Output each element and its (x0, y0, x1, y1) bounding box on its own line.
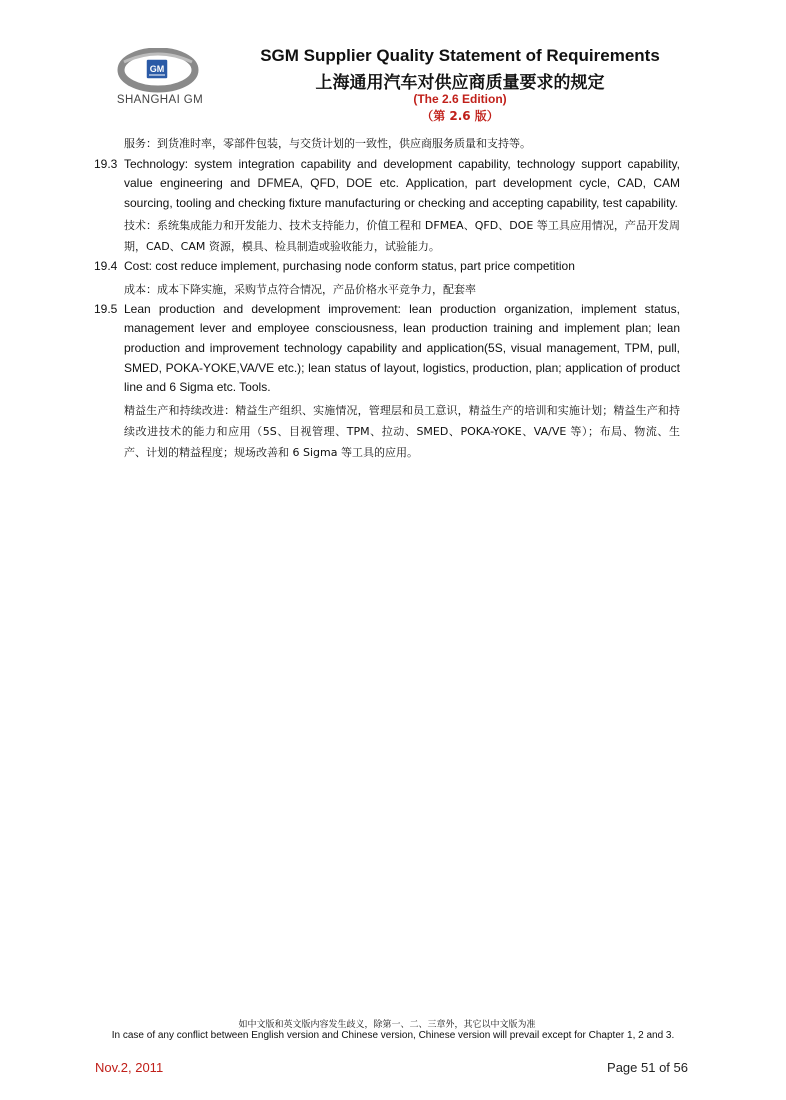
document-title: SGM Supplier Quality Statement of Requirements (260, 46, 660, 65)
footer-note-cn: 如中文版和英文版内容发生歧义，除第一、二、三章外，其它以中文版为准 (238, 1020, 536, 1030)
section-number: 19.3 (94, 156, 118, 171)
section-text-en: Technology: system integration capability and development capability, technology support capability, value engineering and DFMEA, QFD, DOE etc. Application, part development cycle, CAD, CAM sourcing, tooling and checking fixture manufacturing or checking and accepting capability, test capability. (124, 156, 680, 210)
section-19-5 (94, 300, 680, 463)
footer-date: Nov.2, 2011 (95, 1060, 164, 1075)
logo-badge: GM (149, 64, 165, 74)
section-19-4 (94, 257, 680, 300)
section-number: 19.5 (94, 301, 118, 316)
section-text-cn: 技术：系统集成能力和开发能力、技术支持能力，价值工程和 DFMEA、QFD、DOE 等工具应用情况，产品开发周期，CAD、CAM 资源，模具、检具制造或验收能力，试验能力。 (124, 219, 680, 254)
edition-label-cn: （第 2.6 版） (421, 109, 499, 123)
section-number: 19.4 (94, 259, 118, 274)
document-title-cn: 上海通用汽车对供应商质量要求的规定 (315, 73, 605, 93)
footer-note-en: In case of any conflict between English version and Chinese version, Chinese version will prevail except for Chapter 1, 2 and 3. (111, 1030, 675, 1041)
section-text-en: Cost: cost reduce implement, purchasing node conform status, part price competition (124, 259, 575, 274)
page-number: Page 51 of 56 (607, 1060, 688, 1075)
edition-label: (The 2.6 Edition) (413, 92, 507, 106)
page-body (94, 134, 680, 463)
section-text-cn: 成本：成本下降实施，采购节点符合情况，产品价格水平竞争力，配套率 (124, 282, 476, 296)
section-text-en: Lean production and development improvement: lean production organization, implement status, management lever and employee consciousness, lean production training and implement plan; lean production and improvement technology capability and application(5S, visual management, TPM, pull, SMED, POKA-YOKE,VA/VE etc.); lean status of layout, logistics, production, plan; application of product line and 6 Sigma etc. Tools. (124, 301, 680, 395)
section-text-cn: 精益生产和持续改进：精益生产组织、实施情况，管理层和员工意识，精益生产的培训和实施计划；精益生产和持续改进技术的能力和应用（5S、目视管理、TPM、拉动、SMED、POKA-YOKE、VA/VE 等）；布局、物流、生产、计划的精益程度；规场改善和 6 Sigma 等工具的应用。 (124, 403, 680, 459)
service-paragraph-cn: 服务：到货准时率，零部件包装，与交货计划的一致性，供应商服务质量和支持等。 (124, 137, 531, 150)
logo-text: SHANGHAI GM (116, 94, 204, 106)
section-19-3 (94, 155, 680, 258)
